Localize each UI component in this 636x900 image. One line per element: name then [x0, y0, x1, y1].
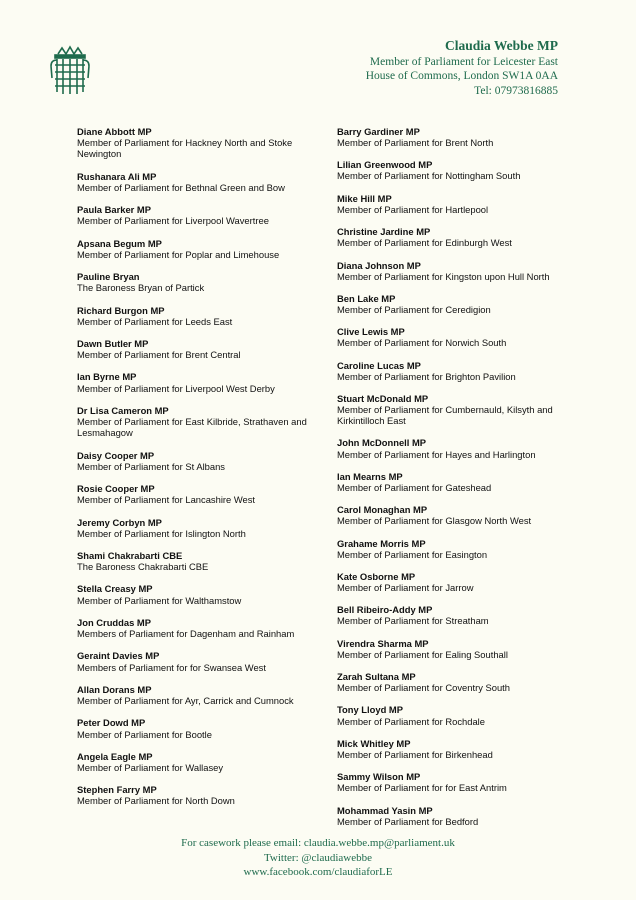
signatory-entry: [337, 126, 577, 148]
signatory-role: Member of Parliament for Lancashire West: [77, 494, 256, 506]
signatory-name: Clive Lewis MP: [337, 326, 405, 338]
signatory-entry: [337, 704, 577, 726]
signatory-name: Diana Johnson MP: [337, 259, 421, 271]
signatory-name: Mick Whitley MP: [337, 737, 411, 749]
signatory-name: Stephen Farry MP: [77, 784, 157, 796]
signatory-entry: [77, 450, 317, 472]
signatory-entry: [77, 483, 317, 505]
signatory-role: Member of Parliament for Kingston upon Hull North: [337, 270, 550, 282]
signatory-entry: [77, 238, 317, 260]
signatory-entry: [337, 437, 577, 459]
signatory-role: Member of Parliament for Hartlepool: [337, 203, 489, 215]
signatory-role: Member of Parliament for St Albans: [77, 460, 225, 472]
signatory-role: Member of Parliament for Glasgow North West: [337, 515, 532, 527]
signatory-name: Sammy Wilson MP: [337, 771, 421, 783]
signatory-entry: [77, 271, 317, 293]
signatory-entry: [337, 293, 577, 315]
signatory-name: Barry Gardiner MP: [337, 126, 420, 137]
signatory-name: Caroline Lucas MP: [337, 359, 421, 371]
signatory-name: Virendra Sharma MP: [337, 637, 429, 649]
signatory-role: Member of Parliament for Easington: [337, 548, 488, 560]
signatory-entry: [77, 784, 317, 806]
signatory-entry: [77, 204, 317, 226]
signatory-role: Member of Parliament for Nottingham South: [337, 170, 521, 182]
signatory-name: Stuart McDonald MP: [337, 393, 429, 404]
signatory-role: The Baroness Chakrabarti CBE: [77, 561, 209, 573]
signatory-name: Bell Ribeiro-Addy MP: [337, 604, 433, 616]
signatory-entry: [77, 650, 317, 672]
signatory-name: Kate Osborne MP: [337, 570, 416, 582]
signatory-entry: [337, 504, 577, 526]
signatory-role: Member of Parliament for Gateshead: [337, 481, 492, 493]
footer-casework-email: For casework please email: claudia.webbe.mp@parliament.uk: [181, 837, 455, 849]
signatory-role: Members of Parliament for for Swansea West: [77, 661, 266, 673]
signatory-role: Member of Parliament for for East Antrim: [337, 782, 507, 794]
signatory-entry: [77, 405, 317, 438]
signatory-name: Ben Lake MP: [337, 292, 396, 304]
signatory-role: Member of Parliament for Ceredigion: [337, 303, 491, 315]
footer-facebook: www.facebook.com/claudiaforLE: [243, 866, 393, 878]
signatory-role: Member of Parliament for Bedford: [337, 815, 479, 827]
signatory-entry: [77, 550, 317, 572]
signatory-role: Member of Parliament for Birkenhead: [337, 748, 493, 760]
signatory-role: Member of Parliament for Poplar and Limehouse: [77, 248, 280, 260]
signatory-role: Members of Parliament for Dagenham and Rainham: [77, 628, 295, 640]
signatory-role: Member of Parliament for Wallasey: [77, 762, 224, 773]
signatories-right-column: [337, 126, 577, 838]
signatory-name: Jon Cruddas MP: [77, 616, 151, 628]
signatory-role: Member of Parliament for Bootle: [77, 728, 212, 740]
letterhead-name: Claudia Webbe MP: [444, 38, 558, 53]
signatory-role: Member of Parliament for Norwich South: [337, 337, 507, 349]
signatory-role: Member of Parliament for Edinburgh West: [337, 237, 512, 249]
signatory-name: Christine Jardine MP: [337, 226, 431, 238]
signatory-name: Mohammad Yasin MP: [337, 804, 433, 816]
letterhead-role: Member of Parliament for Leicester East: [369, 56, 558, 68]
signatory-role: The Baroness Bryan of Partick: [77, 282, 205, 294]
signatory-name: Shami Chakrabarti CBE: [77, 550, 183, 561]
signatory-name: John McDonnell MP: [337, 437, 427, 449]
signatory-name: Ian Byrne MP: [77, 371, 137, 383]
signatory-name: Geraint Davies MP: [77, 650, 160, 662]
signatory-name: Angela Eagle MP: [77, 750, 153, 762]
signatory-entry: [77, 617, 317, 639]
signatory-entry: [337, 604, 577, 626]
signatory-name: Apsana Begum MP: [77, 237, 162, 249]
signatory-entry: [77, 717, 317, 739]
signatory-name: Rosie Cooper MP: [77, 483, 155, 495]
signatory-entry: [337, 805, 577, 827]
signatory-entry: [337, 393, 577, 426]
signatory-entry: [337, 159, 577, 181]
signatory-entry: [337, 538, 577, 560]
signatory-role: Member of Parliament for Ayr, Carrick and Cumnock: [77, 695, 294, 707]
signatory-entry: [337, 738, 577, 760]
portcullis-logo-icon: [48, 44, 92, 98]
signatory-role: Member of Parliament for North Down: [77, 795, 235, 807]
letterhead-phone: Tel: 07973816885: [474, 84, 558, 97]
signatory-name: Mike Hill MP: [337, 192, 392, 204]
signatory-role: Member of Parliament for Ealing Southall: [337, 648, 508, 660]
signatory-entry: [77, 517, 317, 539]
signatory-entry: [337, 226, 577, 248]
signatory-role: Member of Parliament for Coventry South: [337, 682, 510, 694]
signatory-name: Rushanara Ali MP: [77, 170, 157, 182]
signatory-role: Member of Parliament for Leeds East: [77, 315, 233, 327]
signatory-entry: [77, 371, 317, 393]
signatory-entry: [77, 305, 317, 327]
signatory-name: Grahame Morris MP: [337, 537, 426, 549]
signatory-role: Member of Parliament for Liverpool Wavertree: [77, 215, 269, 227]
signatory-role: Member of Parliament for Brent North: [337, 137, 494, 149]
signatory-name: Paula Barker MP: [77, 204, 151, 216]
signatory-role: Member of Parliament for Liverpool West Derby: [77, 382, 275, 394]
signatory-entry: [77, 338, 317, 360]
signatory-entry: [77, 583, 317, 605]
signatory-entry: [337, 638, 577, 660]
signatory-name: Dawn Butler MP: [77, 338, 149, 349]
signatory-role: Member of Parliament for Walthamstow: [77, 594, 242, 606]
signatory-name: Tony Lloyd MP: [337, 704, 403, 716]
letterhead-address: House of Commons, London SW1A 0AA: [365, 70, 558, 83]
signatory-role: Member of Parliament for Jarrow: [337, 582, 474, 594]
signatory-role: Member of Parliament for Brent Central: [77, 349, 241, 361]
signatory-entry: [77, 171, 317, 193]
signatory-role: Member of Parliament for Hayes and Harlington: [337, 448, 536, 460]
signatory-name: Peter Dowd MP: [77, 717, 146, 729]
signatory-entry: [337, 193, 577, 215]
signatory-role: Member of Parliament for Rochdale: [337, 715, 485, 727]
signatory-name: Stella Creasy MP: [77, 583, 153, 595]
footer: [0, 836, 636, 880]
signatory-entry: [337, 360, 577, 382]
signatory-role: Member of Parliament for Hackney North and Stoke Newington: [77, 137, 293, 160]
signatory-role: Member of Parliament for Bethnal Green and Bow: [77, 181, 285, 193]
signatory-name: Richard Burgon MP: [77, 304, 165, 316]
signatory-role: Member of Parliament for Cumbernauld, Kilsyth and Kirkintilloch East: [337, 404, 553, 427]
signatory-name: Allan Dorans MP: [77, 683, 152, 695]
signatory-role: Member of Parliament for Islington North: [77, 527, 246, 539]
signatory-entry: [337, 571, 577, 593]
signatory-name: Pauline Bryan: [77, 271, 140, 283]
signatory-name: Jeremy Corbyn MP: [77, 516, 162, 528]
signatory-entry: [337, 671, 577, 693]
letterhead: [366, 38, 558, 98]
footer-twitter: Twitter: @claudiawebbe: [263, 851, 372, 864]
signatory-name: Lilian Greenwood MP: [337, 159, 433, 171]
signatory-entry: [337, 326, 577, 348]
signatory-name: Carol Monaghan MP: [337, 504, 428, 516]
signatory-name: Dr Lisa Cameron MP: [77, 404, 169, 416]
signatory-role: Member of Parliament for East Kilbride, Strathaven and Lesmahagow: [77, 416, 307, 439]
signatory-name: Daisy Cooper MP: [77, 449, 155, 461]
signatory-entry: [77, 126, 317, 159]
signatory-name: Ian Mearns MP: [337, 470, 403, 482]
signatory-entry: [337, 771, 577, 793]
signatory-role: Member of Parliament for Brighton Pavilion: [337, 370, 516, 382]
signatories-left-column: [77, 126, 317, 818]
signatory-entry: [337, 471, 577, 493]
signatory-name: Zarah Sultana MP: [337, 671, 416, 683]
signatory-entry: [77, 751, 317, 773]
signatory-entry: [77, 684, 317, 706]
signatory-role: Member of Parliament for Streatham: [337, 615, 489, 627]
signatory-entry: [337, 260, 577, 282]
signatory-name: Diane Abbott MP: [77, 126, 152, 137]
